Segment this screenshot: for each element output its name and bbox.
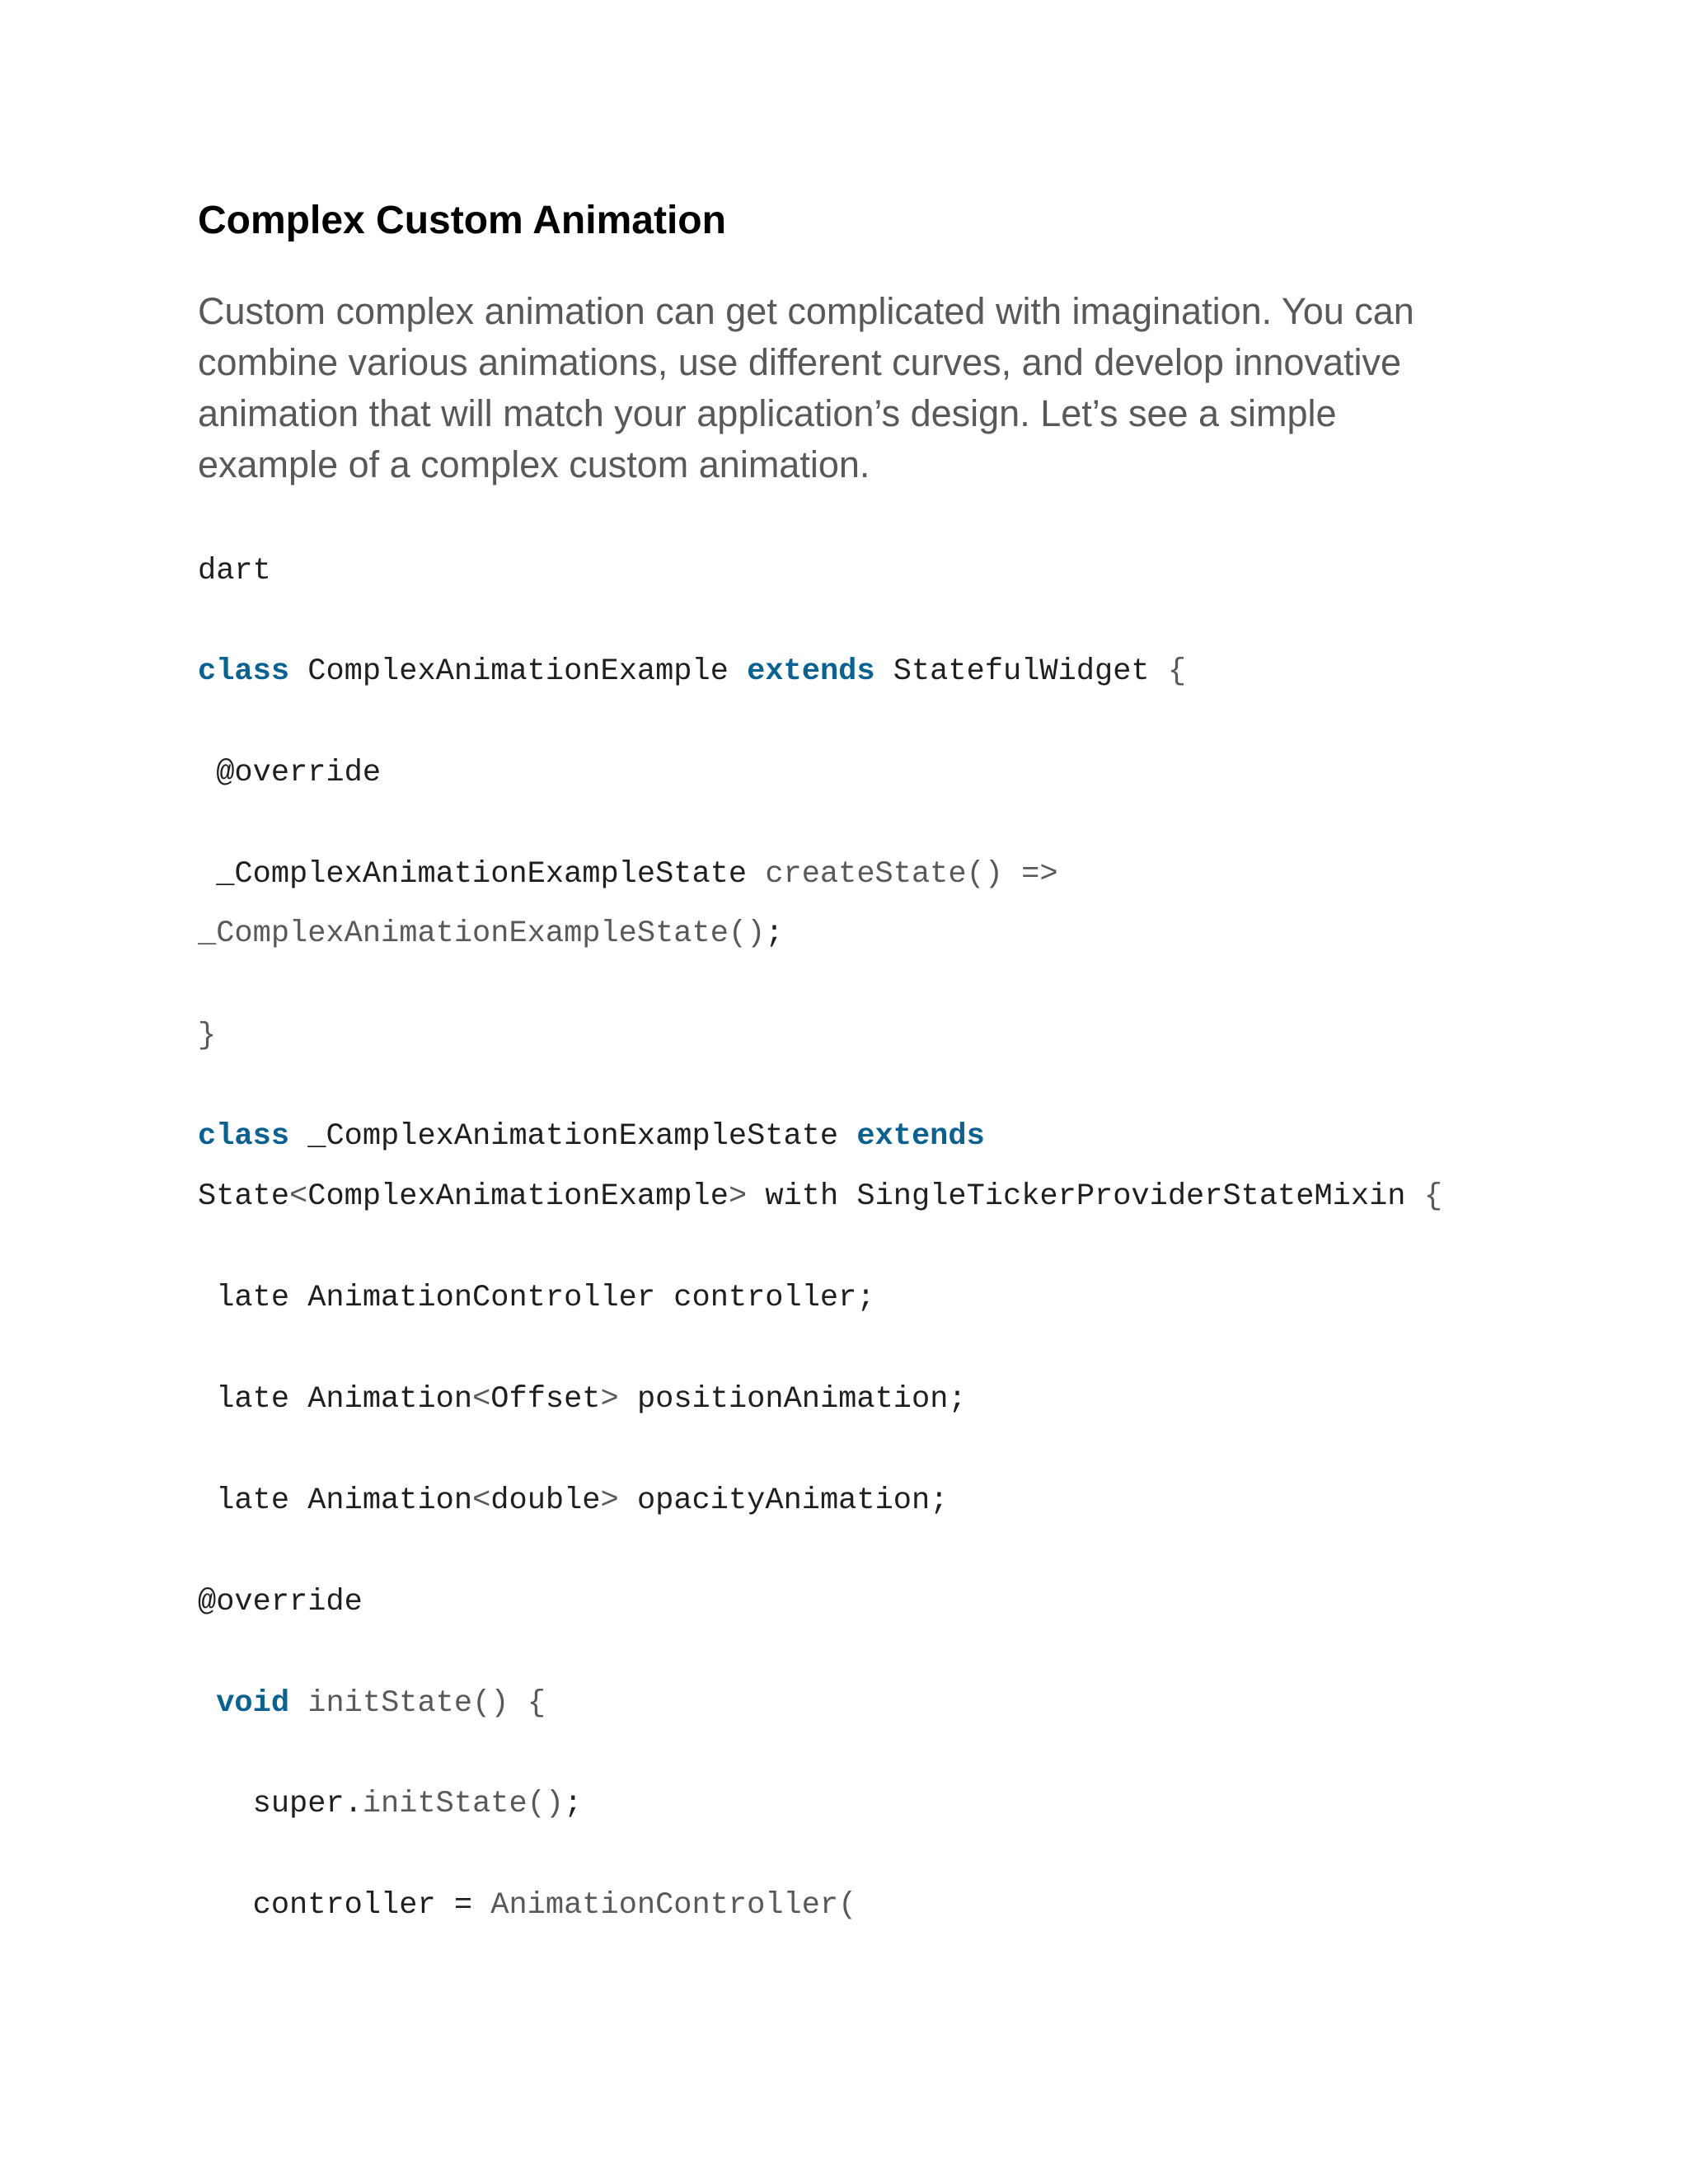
code-line-2: @override (198, 756, 382, 790)
code-constructor-call: AnimationController( (490, 1888, 857, 1923)
code-brace: { (1423, 1179, 1442, 1214)
code-angle-bracket: < (472, 1483, 491, 1518)
code-token: with SingleTickerProviderStateMixin (747, 1179, 1424, 1214)
intro-line: animation that will match your application’s design. Let’s see a simple (198, 392, 1337, 434)
code-keyword: class (198, 1119, 290, 1154)
code-keyword: extends (856, 1119, 985, 1154)
code-token: positionAnimation; (618, 1382, 967, 1417)
code-line-9 (198, 1379, 967, 1420)
code-token: late Animation (198, 1483, 473, 1518)
code-angle-bracket: > (728, 1179, 748, 1214)
code-arrow: => (1002, 857, 1058, 892)
intro-paragraph (198, 286, 1517, 490)
intro-line: combine various animations, use different curves, and develop innovative (198, 341, 1402, 383)
code-class-name: ComplexAnimationExample (289, 654, 748, 689)
code-token: ComplexAnimationExample (307, 1179, 729, 1214)
code-line-13 (198, 1783, 582, 1825)
code-line-1 (198, 651, 1186, 692)
code-token: State (198, 1179, 290, 1214)
code-brace: { (1167, 654, 1187, 689)
code-keyword: extends (747, 654, 875, 689)
code-angle-bracket: < (289, 1179, 308, 1214)
code-line-12 (198, 1683, 546, 1724)
code-line-10 (198, 1480, 948, 1521)
code-token: controller = (198, 1888, 491, 1923)
code-token: opacityAnimation; (618, 1483, 949, 1518)
code-method: initState() { (289, 1686, 546, 1721)
code-token: double (490, 1483, 601, 1518)
code-keyword: class (198, 654, 290, 689)
code-line-8: late AnimationController controller; (198, 1281, 875, 1315)
code-type: _ComplexAnimationExampleState (198, 857, 766, 892)
code-parent-class: StatefulWidget (874, 654, 1168, 689)
code-line-14 (198, 1885, 856, 1926)
intro-line: Custom complex animation can get complicated with imagination. You can (198, 290, 1414, 332)
code-line-11: @override (198, 1585, 363, 1619)
intro-line: example of a complex custom animation. (198, 443, 870, 485)
code-angle-bracket: > (600, 1483, 619, 1518)
code-semicolon: ; (765, 916, 784, 951)
code-line-4 (198, 913, 784, 954)
code-language-label: dart (198, 554, 271, 588)
code-angle-bracket: > (600, 1382, 619, 1417)
code-token: Offset (490, 1382, 601, 1417)
code-token: super. (198, 1787, 363, 1821)
code-class-name: _ComplexAnimationExampleState (289, 1119, 857, 1154)
code-line-5: } (198, 1019, 217, 1053)
code-indent (198, 1686, 216, 1721)
code-semicolon: ; (564, 1787, 583, 1821)
code-angle-bracket: < (472, 1382, 491, 1417)
code-line-7 (198, 1176, 1442, 1217)
code-keyword: void (216, 1686, 290, 1721)
code-line-3 (198, 854, 1058, 895)
section-heading: Complex Custom Animation (198, 199, 726, 242)
code-method: initState() (362, 1787, 565, 1821)
code-constructor-call: _ComplexAnimationExampleState() (198, 916, 766, 951)
code-token: late Animation (198, 1382, 473, 1417)
code-line-6 (198, 1116, 985, 1157)
code-method: createState() (765, 857, 1003, 892)
